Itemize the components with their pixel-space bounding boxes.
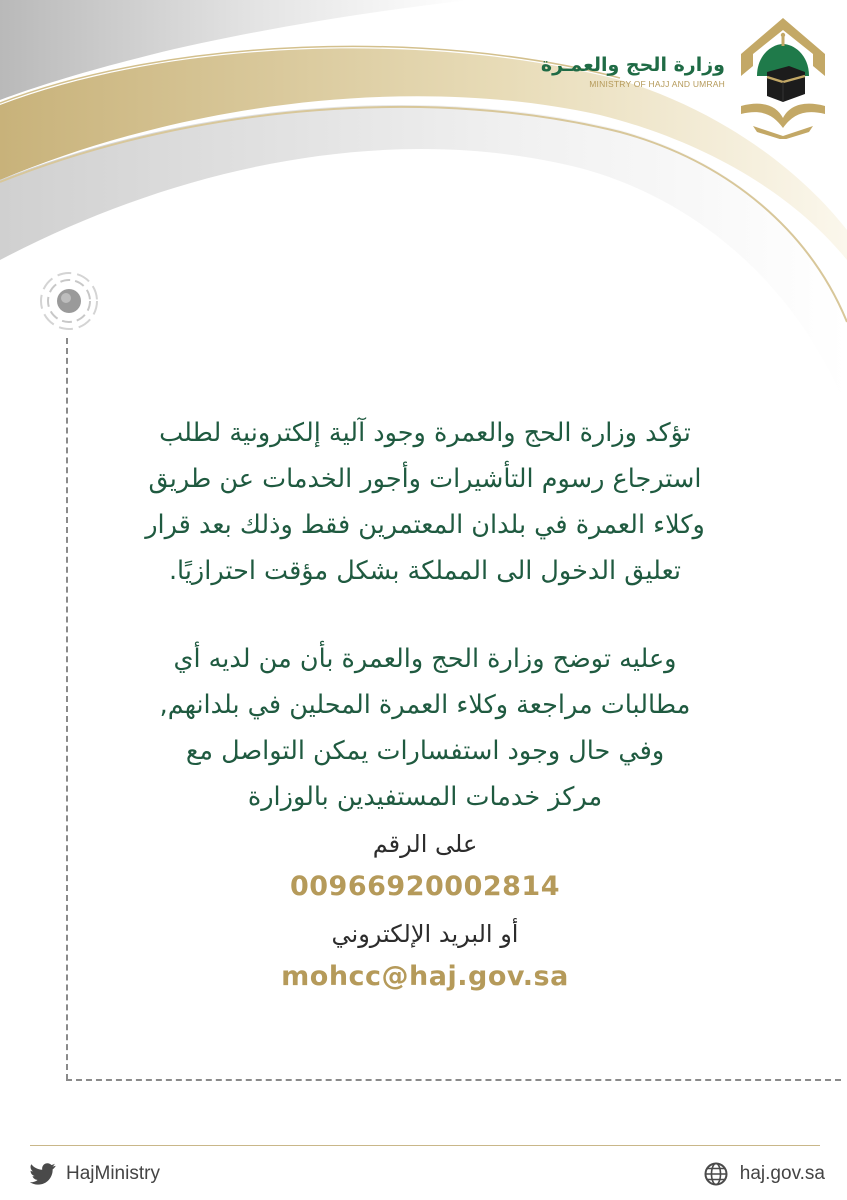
email-address[interactable]: mohcc@haj.gov.sa [281, 961, 569, 992]
notice-paragraph-contact [130, 636, 720, 820]
footer-twitter[interactable] [30, 1160, 160, 1188]
notice-line: وكلاء العمرة في بلدان المعتمرين فقط وذلك بعد قرار [145, 510, 705, 540]
notice-line: مركز خدمات المستفيدين بالوزارة [247, 782, 603, 812]
kaaba-emblem-icon [733, 14, 833, 139]
frame-corner-marker-icon [38, 270, 100, 332]
footer-website[interactable] [704, 1160, 825, 1188]
notice-body [130, 410, 720, 1000]
dashed-frame-bottom [66, 1079, 841, 1081]
website-url[interactable]: haj.gov.sa [739, 1163, 825, 1184]
phone-number[interactable]: 00966920002814 [289, 871, 560, 902]
footer-divider [30, 1145, 820, 1146]
notice-line: تؤكد وزارة الحج والعمرة وجود آلية إلكترونية لطلب [159, 418, 691, 448]
notice-line: تعليق الدخول الى المملكة بشكل مؤقت احترازيًا. [168, 556, 682, 586]
logo-wordmark [525, 54, 725, 89]
globe-icon [704, 1162, 728, 1186]
notice-line: مطالبات مراجعة وكلاء العمرة المحلين في بلدانهم, [159, 690, 691, 720]
notice-line: وعليه توضح وزارة الحج والعمرة بأن من لديه أي [173, 644, 677, 674]
twitter-bird-icon [30, 1163, 56, 1185]
notice-paragraph-refund [130, 410, 720, 594]
logo-name-arabic: وزارة الحج والعمـرة [540, 54, 725, 76]
ministry-logo [503, 14, 833, 139]
notice-line: وفي حال وجود استفسارات يمكن التواصل مع [185, 736, 665, 766]
email-label: أو البريد الإلكتروني [331, 920, 519, 948]
notice-line: استرجاع رسوم التأشيرات وأجور الخدمات عن طريق [148, 464, 702, 494]
phone-label: على الرقم [372, 830, 478, 858]
dashed-frame-left [66, 338, 68, 1080]
twitter-handle[interactable]: HajMinistry [66, 1163, 160, 1184]
logo-name-english: MINISTRY OF HAJJ AND UMRAH [589, 78, 725, 89]
